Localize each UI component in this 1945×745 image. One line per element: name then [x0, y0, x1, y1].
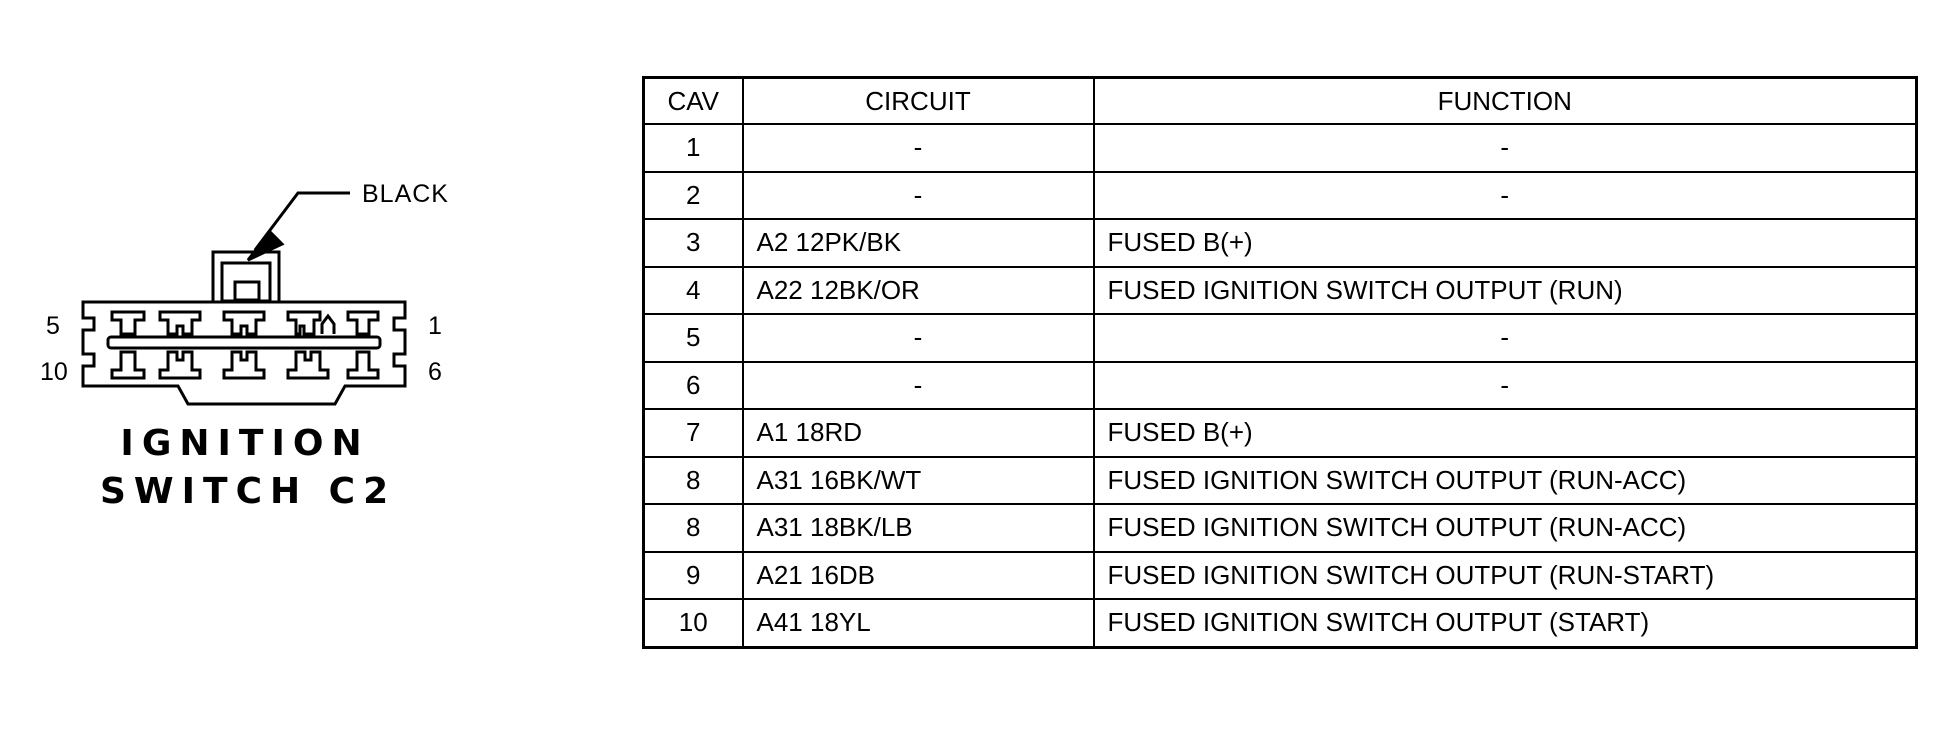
function-cell: - — [1094, 172, 1917, 220]
pinout-table — [642, 76, 1918, 649]
circuit-cell: A22 12BK/OR — [743, 267, 1094, 315]
cav-cell: 7 — [644, 409, 743, 457]
cav-cell: 10 — [644, 599, 743, 647]
connector-latch — [213, 252, 279, 302]
circuit-cell: A41 18YL — [743, 599, 1094, 647]
pin-label-top-left: 5 — [46, 312, 60, 340]
circuit-cell: - — [743, 172, 1094, 220]
cav-cell: 5 — [644, 314, 743, 362]
circuit-cell: A31 18BK/LB — [743, 504, 1094, 552]
header-circuit: CIRCUIT — [743, 78, 1094, 125]
table-row — [644, 172, 1917, 220]
table-row — [644, 124, 1917, 172]
pin-label-top-right: 1 — [428, 312, 442, 340]
table-row — [644, 504, 1917, 552]
pin-label-bottom-right: 6 — [428, 358, 442, 386]
cav-cell: 8 — [644, 504, 743, 552]
function-cell: FUSED IGNITION SWITCH OUTPUT (RUN-ACC) — [1094, 504, 1917, 552]
table-row — [644, 267, 1917, 315]
table-row — [644, 457, 1917, 505]
connector-title — [100, 420, 397, 516]
header-function: FUNCTION — [1094, 78, 1917, 125]
cav-cell: 6 — [644, 362, 743, 410]
table-row — [644, 362, 1917, 410]
circuit-cell: - — [743, 362, 1094, 410]
table-row — [644, 409, 1917, 457]
callout-leader-arrow — [248, 193, 350, 260]
cav-cell: 9 — [644, 552, 743, 600]
function-cell: - — [1094, 314, 1917, 362]
circuit-cell: A21 16DB — [743, 552, 1094, 600]
cav-cell: 1 — [644, 124, 743, 172]
cav-cell: 4 — [644, 267, 743, 315]
cav-cell: 3 — [644, 219, 743, 267]
table-header-row — [644, 78, 1917, 125]
circuit-cell: - — [743, 124, 1094, 172]
function-cell: FUSED B(+) — [1094, 409, 1917, 457]
cav-cell: 8 — [644, 457, 743, 505]
function-cell: FUSED IGNITION SWITCH OUTPUT (RUN-START) — [1094, 552, 1917, 600]
wire-color-callout: BLACK — [362, 180, 449, 208]
connector-title-line-1: IGNITION — [120, 423, 370, 464]
pin-label-bottom-left: 10 — [40, 358, 68, 386]
cav-cell: 2 — [644, 172, 743, 220]
circuit-cell: - — [743, 314, 1094, 362]
function-cell: - — [1094, 362, 1917, 410]
function-cell: FUSED IGNITION SWITCH OUTPUT (RUN-ACC) — [1094, 457, 1917, 505]
connector-title-line-2: SWITCH C2 — [100, 471, 397, 512]
connector-diagram — [0, 0, 560, 745]
table-body — [644, 124, 1917, 647]
table-row — [644, 219, 1917, 267]
circuit-cell: A31 16BK/WT — [743, 457, 1094, 505]
circuit-cell: A2 12PK/BK — [743, 219, 1094, 267]
circuit-cell: A1 18RD — [743, 409, 1094, 457]
connector-drawing — [0, 0, 560, 745]
function-cell: - — [1094, 124, 1917, 172]
cavity-row-bottom — [112, 352, 378, 378]
function-cell: FUSED B(+) — [1094, 219, 1917, 267]
function-cell: FUSED IGNITION SWITCH OUTPUT (START) — [1094, 599, 1917, 647]
table-row — [644, 314, 1917, 362]
table-row — [644, 599, 1917, 647]
cavity-row-top — [112, 312, 378, 334]
table-row — [644, 552, 1917, 600]
function-cell: FUSED IGNITION SWITCH OUTPUT (RUN) — [1094, 267, 1917, 315]
header-cav: CAV — [644, 78, 743, 125]
